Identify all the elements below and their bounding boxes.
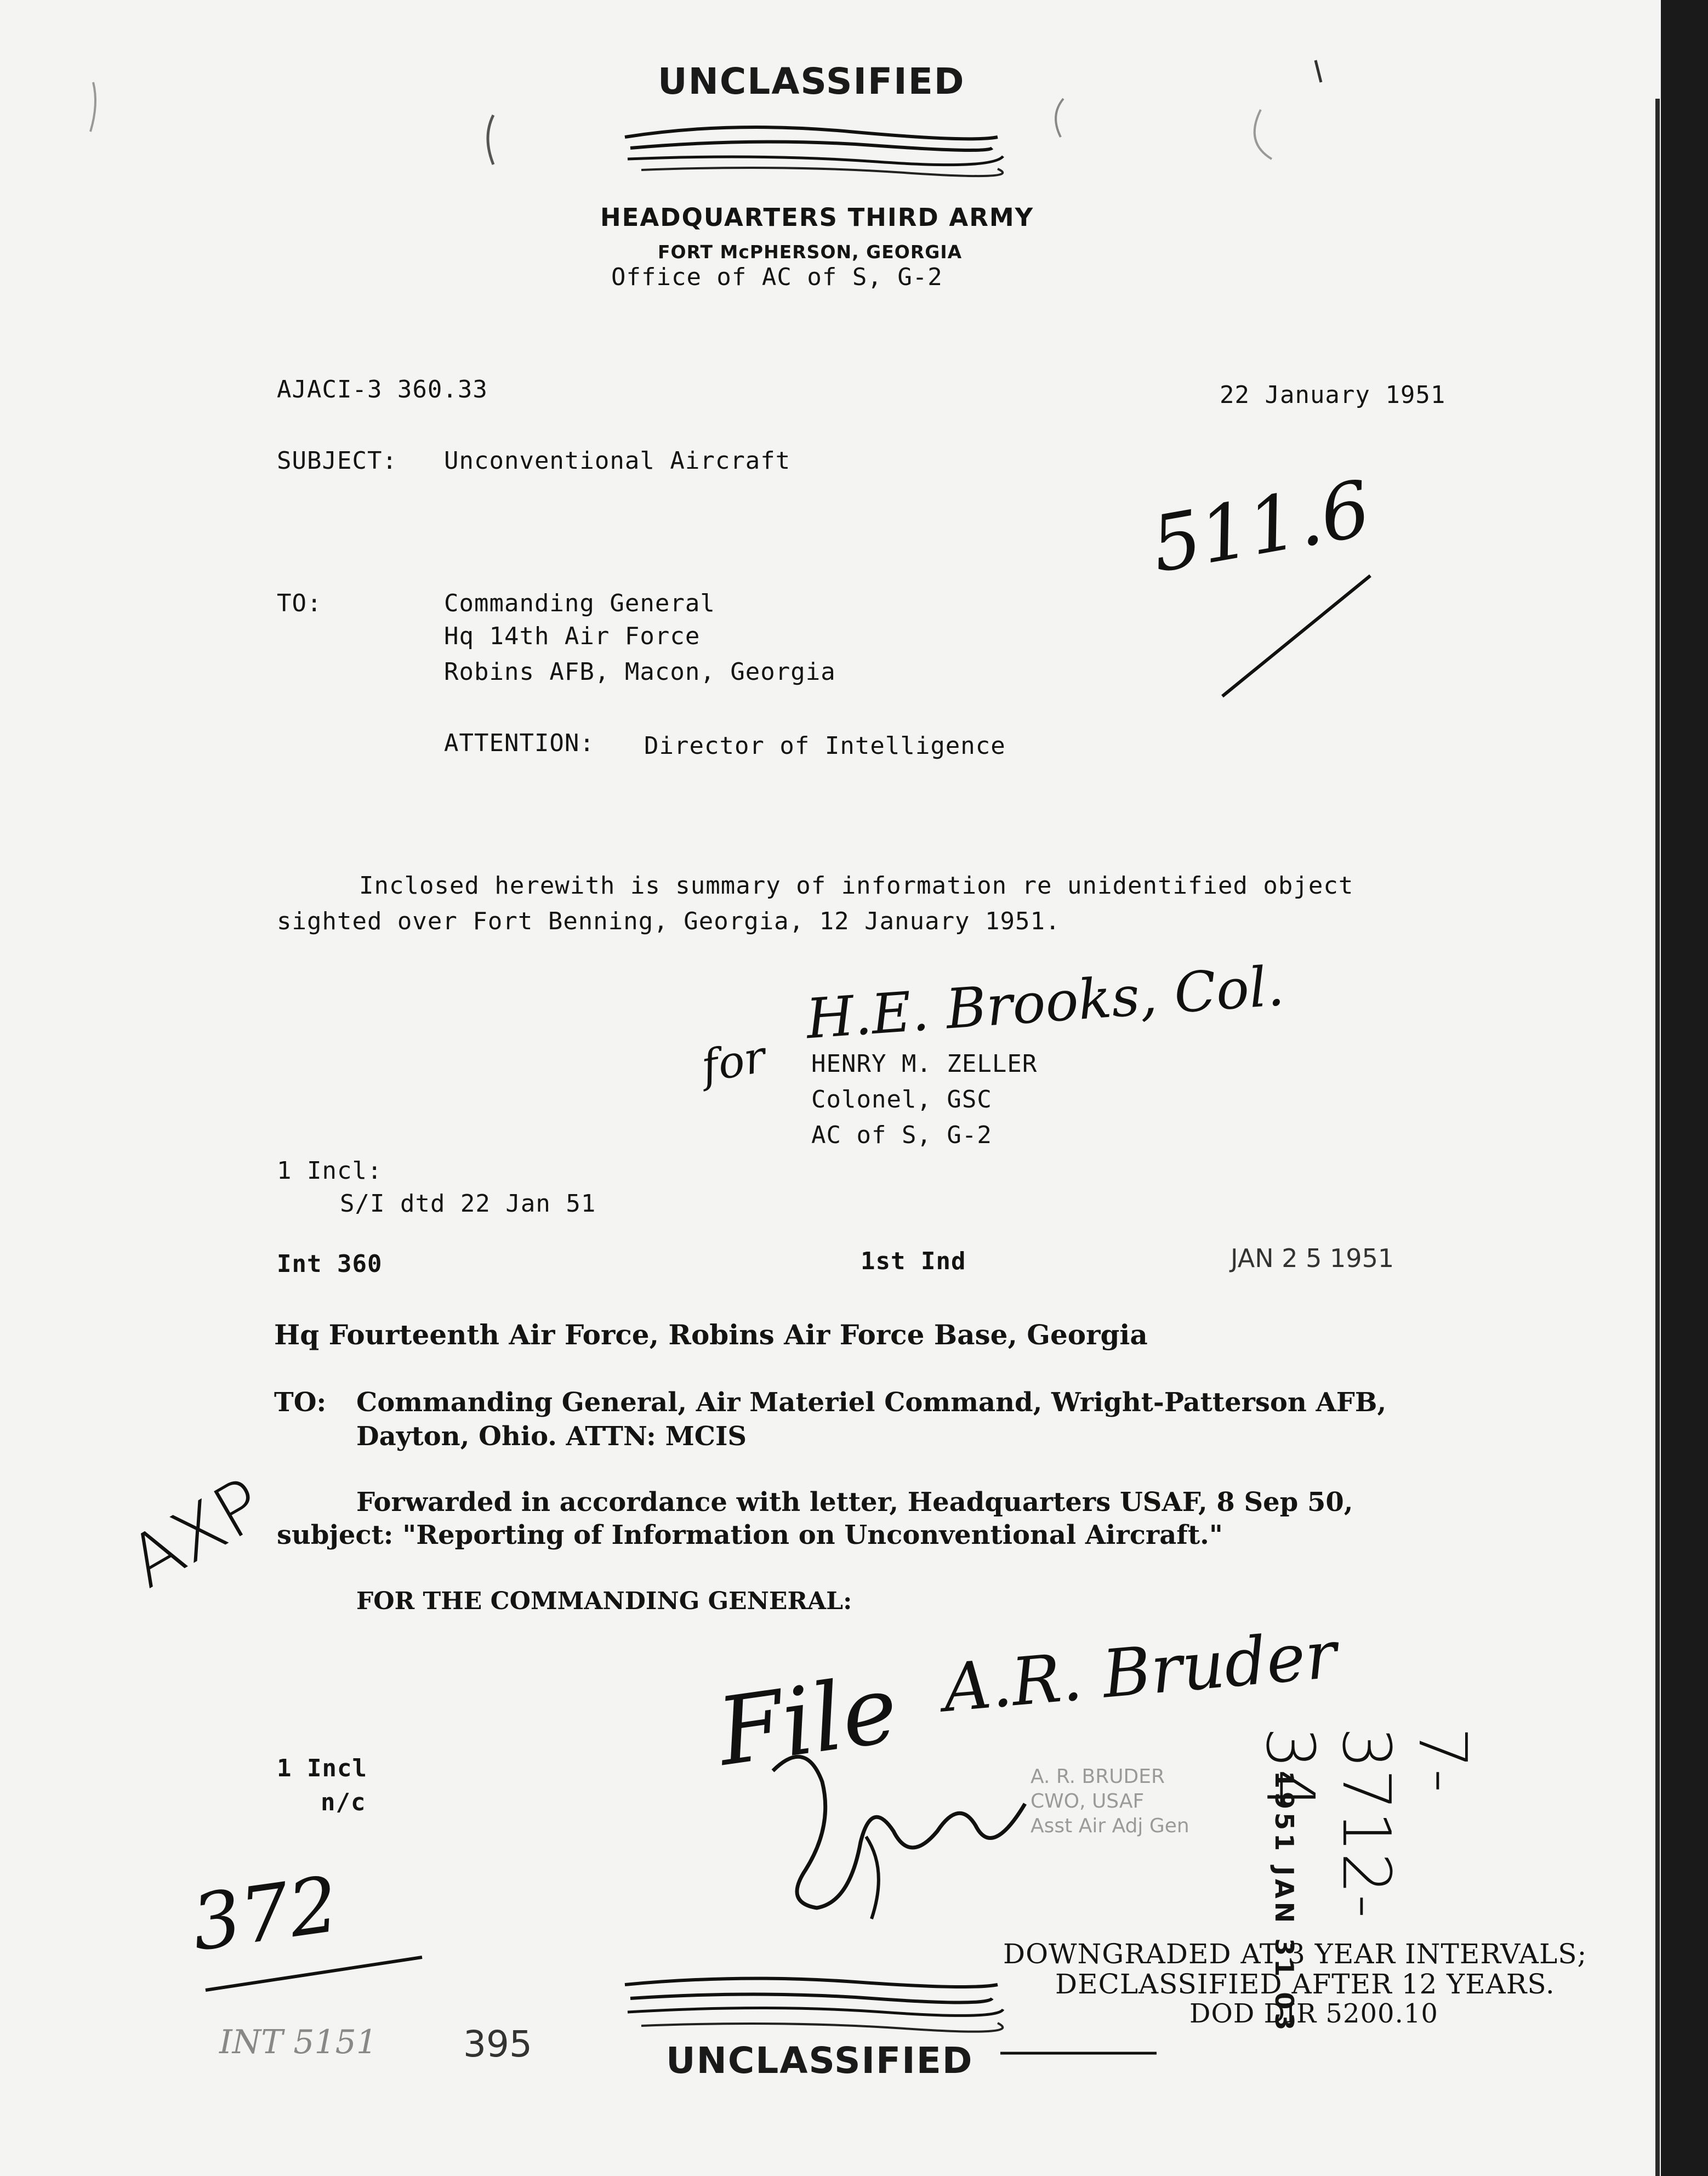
subject-label: SUBJECT:: [277, 447, 397, 475]
indorsement-ref: Int 360: [277, 1250, 383, 1278]
handwritten-axp: AXP: [115, 1462, 278, 1604]
to-line-3: Robins AFB, Macon, Georgia: [444, 658, 836, 686]
indorsement-from: Hq Fourteenth Air Force, Robins Air Force Base, Georgia: [274, 1319, 1148, 1351]
inclosure-label: 1 Incl:: [277, 1157, 383, 1185]
subject-text: Unconventional Aircraft: [444, 447, 791, 475]
handwritten-vertical-ref: 7-3712-34: [1251, 1727, 1480, 1918]
page-edge-shadow: [1655, 99, 1660, 2176]
letterhead-org: HEADQUARTERS THIRD ARMY: [600, 203, 1034, 232]
handwritten-file-number: 511.6: [1145, 464, 1377, 590]
signer-block-line-3: Asst Air Adj Gen: [1031, 1815, 1189, 1837]
indorsement-to-label: TO:: [274, 1387, 327, 1418]
to-line-2: Hq 14th Air Force: [444, 622, 701, 650]
downgrade-line-1: DOWNGRADED AT 3 YEAR INTERVALS;: [1003, 1938, 1587, 1970]
signature-bruder: A.R. Bruder: [940, 1616, 1340, 1728]
indorsement-body-line-1: Forwarded in accordance with letter, Headquarters USAF, 8 Sep 50,: [356, 1487, 1353, 1518]
indorsement-inclosure-label: 1 Incl: [277, 1754, 367, 1782]
signature-scrawl: [756, 1727, 1063, 1946]
letterhead-office: Office of AC of S, G-2: [611, 263, 943, 291]
handwritten-slash: [1211, 570, 1376, 707]
signer-name: HENRY M. ZELLER: [811, 1050, 1038, 1078]
received-stamp-vertical: 1951 JAN 31 03: [1269, 1771, 1299, 2034]
signer-block-line-2: CWO, USAF: [1031, 1790, 1145, 1813]
signature-for: for: [697, 1031, 770, 1093]
signature-brooks: H.E. Brooks, Col.: [804, 953, 1286, 1052]
indorsement-body-line-2: subject: "Reporting of Information on Unconventional Aircraft.": [277, 1520, 1223, 1550]
body-line-2: sighted over Fort Benning, Georgia, 12 January 1951.: [277, 907, 1061, 935]
to-line-1: Commanding General: [444, 589, 715, 617]
page-number: 395: [463, 2023, 532, 2065]
handwritten-int: INT 5151: [219, 2023, 377, 2061]
indorsement-date-stamp: JAN 2 5 1951: [1231, 1243, 1394, 1273]
handwritten-file: File: [711, 1655, 904, 1787]
handwritten-372: 372: [186, 1860, 344, 1969]
downgrade-line-3: DOD DIR 5200.10: [1189, 1998, 1438, 2029]
strikeout-scribble-top: [619, 115, 1003, 181]
body-line-1: Inclosed herewith is summary of information re unidentified object: [359, 872, 1354, 900]
letterhead-location: FORT McPHERSON, GEORGIA: [658, 241, 963, 263]
scan-smudges: [0, 0, 1661, 219]
signer-office: AC of S, G-2: [811, 1121, 992, 1149]
indorsement-inclosure-note: n/c: [321, 1788, 366, 1816]
signer-block-line-1: A. R. BRUDER: [1031, 1765, 1165, 1788]
indorsement-closing: FOR THE COMMANDING GENERAL:: [356, 1587, 852, 1615]
file-reference: AJACI-3 360.33: [277, 376, 488, 404]
underline-372: [203, 1952, 433, 1996]
memo-date: 22 January 1951: [1220, 381, 1446, 409]
to-label: TO:: [277, 589, 322, 617]
inclosure-item: S/I dtd 22 Jan 51: [340, 1190, 596, 1218]
bottom-dash: [998, 2048, 1162, 2059]
classification-stamp-top: UNCLASSIFIED: [658, 60, 965, 103]
attention-text: Director of Intelligence: [644, 732, 1006, 760]
classification-stamp-bottom: UNCLASSIFIED: [666, 2039, 973, 2082]
indorsement-to-line-1: Commanding General, Air Materiel Command, Wright-Patterson AFB,: [356, 1387, 1387, 1418]
attention-label: ATTENTION:: [444, 729, 595, 757]
indorsement-to-line-2: Dayton, Ohio. ATTN: MCIS: [356, 1421, 747, 1452]
strikeout-scribble-bottom: [619, 1968, 1003, 2045]
downgrade-line-2: DECLASSIFIED AFTER 12 YEARS.: [1055, 1968, 1555, 2000]
signer-rank: Colonel, GSC: [811, 1086, 992, 1113]
indorsement-title: 1st Ind: [861, 1247, 966, 1275]
